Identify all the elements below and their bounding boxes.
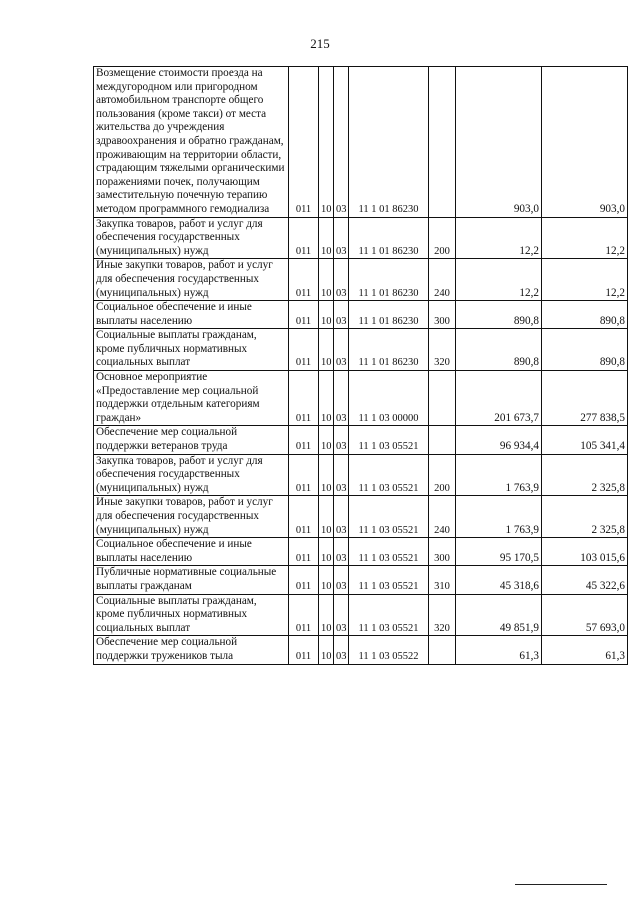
cell-expense-type: 300 xyxy=(429,538,456,566)
budget-table xyxy=(93,66,628,665)
cell-description: Обеспечение мер социальной поддержки ветеранов труда xyxy=(94,426,289,454)
cell-ministry-code: 011 xyxy=(289,217,319,259)
cell-amount-year1: 1 763,9 xyxy=(456,454,542,496)
cell-ministry-code: 011 xyxy=(289,594,319,636)
cell-ministry-code: 011 xyxy=(289,454,319,496)
cell-amount-year2: 890,8 xyxy=(542,301,628,329)
cell-amount-year2: 277 838,5 xyxy=(542,371,628,426)
cell-section-code: 10 xyxy=(319,329,334,371)
cell-ministry-code: 011 xyxy=(289,566,319,594)
cell-subsection-code: 03 xyxy=(334,329,349,371)
cell-description: Возмещение стоимости проезда на междугородном или пригородном автомобильном транспорте общего пользования (кроме такси) от места жительства до учреждения здравоохранения и обратно гражданам, проживающим на территории области, страдающим тяжелыми органическими поражениями почек, получающим заместительную почечную терапию методом программного гемодиализа xyxy=(94,67,289,218)
cell-subsection-code: 03 xyxy=(334,259,349,301)
cell-amount-year1: 903,0 xyxy=(456,67,542,218)
cell-expense-type: 300 xyxy=(429,301,456,329)
table-row xyxy=(94,538,628,566)
cell-description: Социальные выплаты гражданам, кроме публичных нормативных социальных выплат xyxy=(94,329,289,371)
cell-description: Иные закупки товаров, работ и услуг для обеспечения государственных (муниципальных) нужд xyxy=(94,496,289,538)
cell-ministry-code: 011 xyxy=(289,371,319,426)
cell-amount-year2: 45 322,6 xyxy=(542,566,628,594)
cell-target-article: 11 1 03 00000 xyxy=(349,371,429,426)
cell-target-article: 11 1 01 86230 xyxy=(349,329,429,371)
cell-expense-type xyxy=(429,371,456,426)
cell-section-code: 10 xyxy=(319,371,334,426)
cell-section-code: 10 xyxy=(319,217,334,259)
cell-amount-year1: 1 763,9 xyxy=(456,496,542,538)
cell-subsection-code: 03 xyxy=(334,636,349,664)
cell-expense-type: 320 xyxy=(429,594,456,636)
cell-amount-year1: 890,8 xyxy=(456,329,542,371)
cell-description: Социальное обеспечение и иные выплаты населению xyxy=(94,301,289,329)
table-row xyxy=(94,454,628,496)
table-row xyxy=(94,566,628,594)
cell-section-code: 10 xyxy=(319,301,334,329)
cell-amount-year1: 201 673,7 xyxy=(456,371,542,426)
cell-amount-year2: 61,3 xyxy=(542,636,628,664)
cell-amount-year1: 95 170,5 xyxy=(456,538,542,566)
cell-ministry-code: 011 xyxy=(289,329,319,371)
cell-amount-year1: 45 318,6 xyxy=(456,566,542,594)
cell-target-article: 11 1 01 86230 xyxy=(349,217,429,259)
cell-section-code: 10 xyxy=(319,259,334,301)
cell-amount-year1: 61,3 xyxy=(456,636,542,664)
cell-ministry-code: 011 xyxy=(289,496,319,538)
cell-expense-type: 240 xyxy=(429,496,456,538)
cell-ministry-code: 011 xyxy=(289,636,319,664)
table-row xyxy=(94,496,628,538)
cell-amount-year1: 49 851,9 xyxy=(456,594,542,636)
cell-section-code: 10 xyxy=(319,496,334,538)
cell-section-code: 10 xyxy=(319,636,334,664)
cell-description: Закупка товаров, работ и услуг для обеспечения государственных (муниципальных) нужд xyxy=(94,454,289,496)
cell-amount-year2: 903,0 xyxy=(542,67,628,218)
cell-description: Основное мероприятие «Предоставление мер социальной поддержки отдельным категориям граждан» xyxy=(94,371,289,426)
table-row xyxy=(94,636,628,664)
cell-ministry-code: 011 xyxy=(289,426,319,454)
table-row xyxy=(94,217,628,259)
cell-description: Иные закупки товаров, работ и услуг для обеспечения государственных (муниципальных) нужд xyxy=(94,259,289,301)
cell-target-article: 11 1 01 86230 xyxy=(349,259,429,301)
cell-description: Публичные нормативные социальные выплаты гражданам xyxy=(94,566,289,594)
cell-expense-type xyxy=(429,636,456,664)
table-row xyxy=(94,67,628,218)
cell-section-code: 10 xyxy=(319,454,334,496)
cell-description: Обеспечение мер социальной поддержки тружеников тыла xyxy=(94,636,289,664)
cell-target-article: 11 1 03 05521 xyxy=(349,538,429,566)
cell-subsection-code: 03 xyxy=(334,454,349,496)
cell-amount-year2: 105 341,4 xyxy=(542,426,628,454)
cell-description: Социальные выплаты гражданам, кроме публичных нормативных социальных выплат xyxy=(94,594,289,636)
cell-amount-year2: 103 015,6 xyxy=(542,538,628,566)
table-row xyxy=(94,259,628,301)
cell-amount-year2: 890,8 xyxy=(542,329,628,371)
cell-subsection-code: 03 xyxy=(334,538,349,566)
cell-expense-type: 200 xyxy=(429,454,456,496)
cell-ministry-code: 011 xyxy=(289,538,319,566)
cell-section-code: 10 xyxy=(319,538,334,566)
cell-section-code: 10 xyxy=(319,426,334,454)
cell-ministry-code: 011 xyxy=(289,301,319,329)
cell-amount-year2: 12,2 xyxy=(542,259,628,301)
page-number: 215 xyxy=(310,36,330,51)
cell-subsection-code: 03 xyxy=(334,301,349,329)
cell-expense-type: 240 xyxy=(429,259,456,301)
table-row xyxy=(94,329,628,371)
cell-section-code: 10 xyxy=(319,594,334,636)
cell-subsection-code: 03 xyxy=(334,67,349,218)
cell-amount-year1: 96 934,4 xyxy=(456,426,542,454)
cell-target-article: 11 1 01 86230 xyxy=(349,301,429,329)
cell-target-article: 11 1 03 05521 xyxy=(349,566,429,594)
cell-subsection-code: 03 xyxy=(334,426,349,454)
cell-section-code: 10 xyxy=(319,566,334,594)
cell-subsection-code: 03 xyxy=(334,594,349,636)
cell-target-article: 11 1 01 86230 xyxy=(349,67,429,218)
cell-expense-type: 320 xyxy=(429,329,456,371)
cell-description: Социальное обеспечение и иные выплаты населению xyxy=(94,538,289,566)
cell-expense-type xyxy=(429,67,456,218)
cell-expense-type xyxy=(429,426,456,454)
table-row xyxy=(94,371,628,426)
cell-target-article: 11 1 03 05521 xyxy=(349,426,429,454)
cell-amount-year1: 12,2 xyxy=(456,217,542,259)
footer-line xyxy=(515,884,607,885)
cell-ministry-code: 011 xyxy=(289,259,319,301)
cell-subsection-code: 03 xyxy=(334,371,349,426)
cell-amount-year1: 12,2 xyxy=(456,259,542,301)
cell-subsection-code: 03 xyxy=(334,496,349,538)
cell-amount-year2: 2 325,8 xyxy=(542,454,628,496)
cell-target-article: 11 1 03 05522 xyxy=(349,636,429,664)
cell-expense-type: 310 xyxy=(429,566,456,594)
cell-subsection-code: 03 xyxy=(334,566,349,594)
cell-amount-year2: 57 693,0 xyxy=(542,594,628,636)
table-row xyxy=(94,594,628,636)
cell-section-code: 10 xyxy=(319,67,334,218)
table-row xyxy=(94,301,628,329)
table-row xyxy=(94,426,628,454)
table-body xyxy=(94,67,628,665)
cell-ministry-code: 011 xyxy=(289,67,319,218)
cell-subsection-code: 03 xyxy=(334,217,349,259)
cell-amount-year2: 12,2 xyxy=(542,217,628,259)
cell-target-article: 11 1 03 05521 xyxy=(349,454,429,496)
cell-description: Закупка товаров, работ и услуг для обеспечения государственных (муниципальных) нужд xyxy=(94,217,289,259)
cell-amount-year2: 2 325,8 xyxy=(542,496,628,538)
cell-target-article: 11 1 03 05521 xyxy=(349,594,429,636)
cell-amount-year1: 890,8 xyxy=(456,301,542,329)
cell-target-article: 11 1 03 05521 xyxy=(349,496,429,538)
cell-expense-type: 200 xyxy=(429,217,456,259)
